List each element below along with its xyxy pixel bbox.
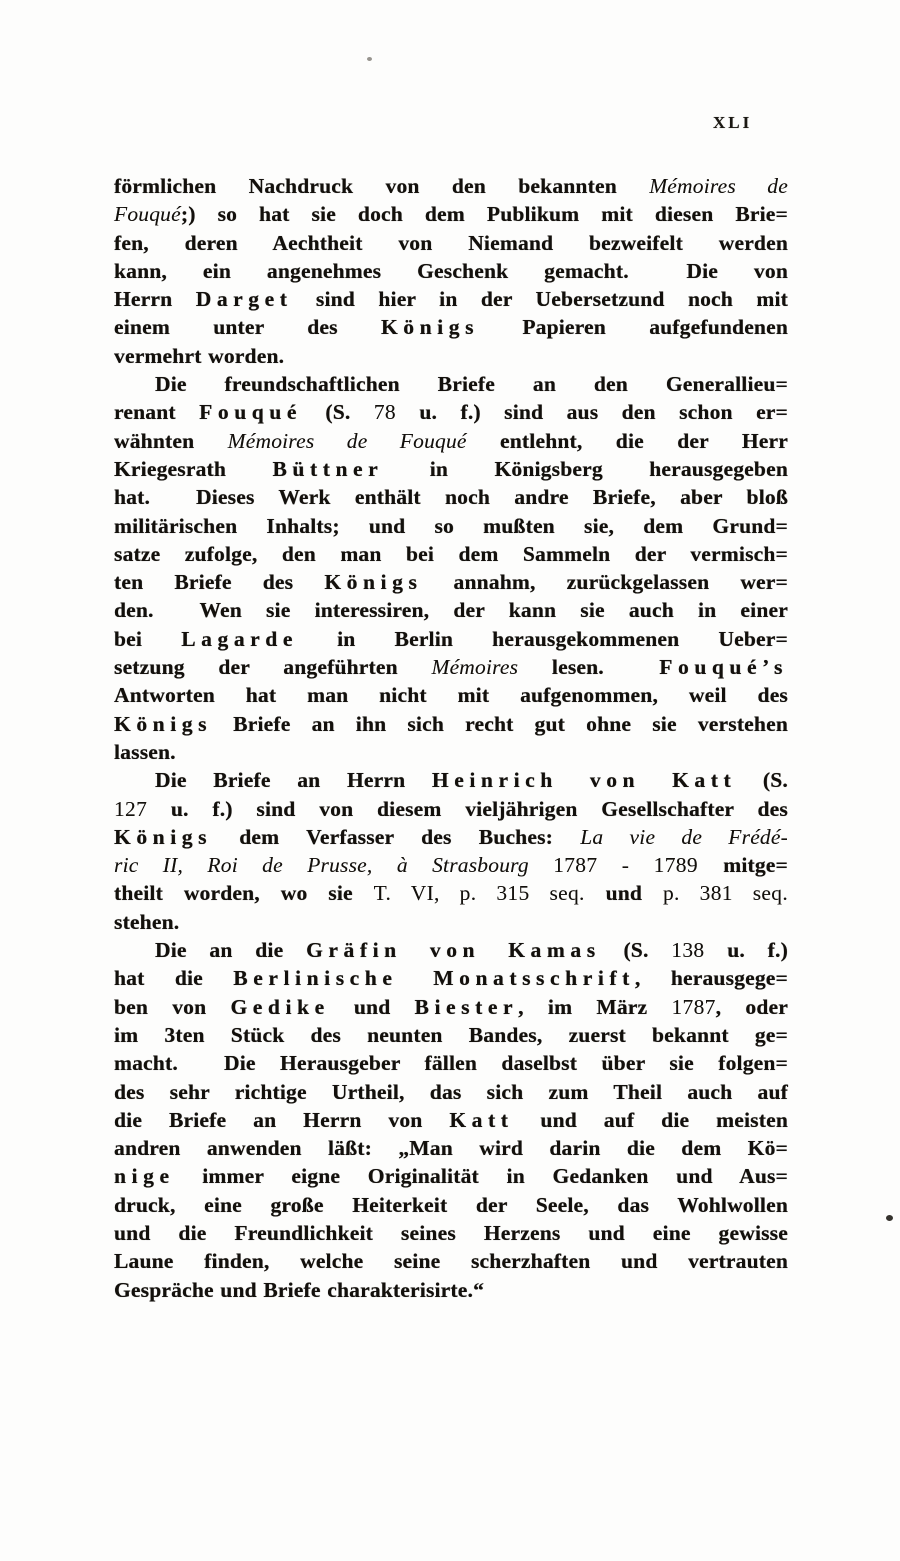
fraktur-text: und: [584, 881, 663, 906]
antiqua-text: p. 381 seq.: [662, 881, 788, 906]
paragraph: [114, 766, 788, 936]
fraktur-text: Fouqué’s: [659, 655, 788, 680]
antiqua-text: 1787 - 1789: [553, 853, 698, 878]
fraktur-text: Gedike: [230, 994, 330, 1019]
fraktur-text: macht. Die Herausgeber fällen daselbst über sie folgen=: [114, 1051, 788, 1076]
fraktur-text: Katt: [449, 1107, 514, 1132]
fraktur-text: Laune finden, welche seine scherzhaften und vertrauten: [114, 1249, 788, 1274]
fraktur-text: und: [329, 994, 415, 1019]
fraktur-text: Heinrich von Katt: [431, 768, 737, 793]
text-line: [114, 823, 788, 851]
fraktur-text: bei: [114, 626, 182, 651]
fraktur-text: annahm, zurückgelassen wer=: [422, 570, 788, 595]
dark-speck: [886, 1215, 893, 1221]
fraktur-text: Königs: [114, 711, 213, 736]
text-line: [114, 1219, 788, 1247]
fraktur-text: Die Briefe an Herrn: [155, 768, 432, 793]
fraktur-text: kann, ein angenehmes Geschenk gemacht. Die von: [114, 258, 788, 283]
fraktur-text: (S.: [600, 938, 672, 963]
fraktur-text: und die Freundlichkeit seines Herzens und eine gewisse: [114, 1220, 788, 1245]
fraktur-text: dem Verfasser des Buches:: [212, 824, 581, 849]
fraktur-text: in Königsberg herausgegeben: [383, 456, 788, 481]
fraktur-text: andren anwenden läßt: „Man wird darin die dem Kö=: [114, 1136, 788, 1161]
fraktur-text: ben von: [114, 994, 231, 1019]
fraktur-text: , im März: [518, 994, 672, 1019]
text-line: [114, 200, 788, 228]
fraktur-text: Königs: [324, 570, 423, 595]
text-line: [114, 681, 788, 709]
fraktur-text: stehen.: [114, 909, 180, 934]
text-line: [114, 1049, 788, 1077]
text-line: [114, 908, 788, 936]
text-line: [114, 738, 788, 766]
page-number: XLI: [713, 113, 753, 132]
fraktur-text: mitge=: [697, 853, 788, 878]
fraktur-text: Berlinische Monatsschrift: [233, 966, 635, 991]
fraktur-text: Die an die: [155, 938, 307, 963]
text-line: [114, 936, 788, 964]
fraktur-text: Büttner: [272, 456, 384, 481]
text-line: [114, 427, 788, 455]
fraktur-text: immer eigne Originalität in Gedanken und Aus=: [174, 1164, 788, 1189]
fraktur-text: den. Wen sie interessiren, der kann sie auch in einer: [114, 598, 788, 623]
antiqua-text: T. VI, p. 315 seq.: [373, 881, 585, 906]
fraktur-text: hat. Dieses Werk enthält noch andre Briefe, aber bloß: [114, 485, 788, 510]
text-line: [114, 879, 788, 907]
text-line: [114, 313, 788, 341]
text-line: [114, 766, 788, 794]
antiqua-text: Fouqué: [114, 202, 181, 227]
text-line: [114, 285, 788, 313]
fraktur-text: u. f.): [704, 938, 788, 963]
antiqua-text: Mémoires: [431, 655, 519, 680]
text-line: [114, 370, 788, 398]
text-line: [114, 795, 788, 823]
text-line: [114, 229, 788, 257]
fraktur-text: ;) so hat sie doch dem Publikum mit diesen Brie=: [180, 202, 788, 227]
text-line: [114, 1021, 788, 1049]
fraktur-text: Papieren aufgefundenen: [479, 315, 788, 340]
text-block: [114, 172, 788, 1304]
fraktur-text: renant: [114, 400, 200, 425]
antiqua-text: 78: [373, 400, 396, 425]
text-line: [114, 540, 788, 568]
text-line: [114, 1191, 788, 1219]
faint-speck: [367, 57, 372, 61]
text-line: [114, 172, 788, 200]
text-line: [114, 964, 788, 992]
text-line: [114, 596, 788, 624]
fraktur-text: setzung der angeführten: [114, 655, 432, 680]
text-line: [114, 1276, 788, 1304]
fraktur-text: förmlichen Nachdruck von den bekannten: [114, 174, 650, 198]
antiqua-text: Mémoires de Fouqué: [227, 428, 467, 453]
fraktur-text: Gespräche und Briefe charakterisirte.“: [114, 1277, 485, 1302]
text-line: [114, 1078, 788, 1106]
fraktur-text: nige: [114, 1164, 175, 1189]
fraktur-text: ten Briefe des: [114, 570, 325, 595]
antiqua-text: 127: [114, 796, 148, 821]
fraktur-text: Fouqué: [199, 400, 302, 425]
fraktur-text: vermehrt worden.: [114, 343, 285, 368]
text-line: [114, 1247, 788, 1275]
fraktur-text: lassen.: [114, 739, 176, 764]
fraktur-text: Kriegesrath: [114, 456, 273, 481]
text-line: [114, 851, 788, 879]
text-line: [114, 512, 788, 540]
fraktur-text: des sehr richtige Urtheil, das sich zum Theil auch auf: [114, 1079, 788, 1104]
antiqua-text: Mémoires de: [649, 174, 788, 198]
antiqua-text: ric II, Roi de Prusse, à Strasbourg: [114, 853, 554, 878]
text-line: [114, 993, 788, 1021]
fraktur-text: Lagarde: [181, 626, 298, 651]
fraktur-text: (S.: [736, 768, 788, 793]
fraktur-text: Königs: [114, 824, 213, 849]
fraktur-text: Briefe an ihn sich recht gut ohne sie verstehen: [212, 711, 788, 736]
fraktur-text: hat die: [114, 966, 234, 991]
text-line: [114, 483, 788, 511]
fraktur-text: in Berlin herausgekommenen Ueber=: [297, 626, 788, 651]
fraktur-text: Die freundschaftlichen Briefe an den Generallieu=: [155, 372, 788, 397]
fraktur-text: sind hier in der Uebersetzund noch mit: [292, 287, 788, 312]
fraktur-text: im 3ten Stück des neunten Bandes, zuerst bekannt ge=: [114, 1022, 788, 1047]
paragraph: [114, 370, 788, 766]
antiqua-text: La vie de Frédé-: [580, 824, 788, 849]
paragraph: [114, 936, 788, 1304]
text-line: [114, 625, 788, 653]
fraktur-text: satze zufolge, den man bei dem Sammeln der vermisch=: [114, 541, 788, 566]
text-line: [114, 398, 788, 426]
text-line: [114, 1134, 788, 1162]
paragraph: [114, 172, 788, 370]
text-line: [114, 653, 788, 681]
fraktur-text: militärischen Inhalts; und so mußten sie, dem Grund=: [114, 513, 788, 538]
fraktur-text: theilt worden, wo sie: [114, 881, 374, 906]
fraktur-text: entlehnt, die der Herr: [466, 428, 788, 453]
fraktur-text: Gräfin von Kamas: [306, 938, 601, 963]
fraktur-text: (S.: [301, 400, 374, 425]
text-line: [114, 342, 788, 370]
fraktur-text: Königs: [380, 315, 480, 340]
fraktur-text: Biester: [414, 994, 519, 1019]
fraktur-text: , oder: [715, 994, 789, 1019]
antiqua-text: 138: [671, 938, 705, 963]
fraktur-text: , herausgege=: [634, 966, 788, 991]
text-line: [114, 710, 788, 738]
fraktur-text: u. f.) sind aus den schon er=: [395, 400, 789, 425]
text-line: [114, 1162, 788, 1190]
antiqua-text: 1787: [671, 994, 716, 1019]
text-line: [114, 568, 788, 596]
fraktur-text: die Briefe an Herrn von: [114, 1107, 450, 1132]
fraktur-text: Herrn: [114, 287, 196, 312]
fraktur-text: wähnten: [114, 428, 228, 453]
text-line: [114, 1106, 788, 1134]
fraktur-text: Darget: [195, 287, 293, 312]
fraktur-text: und auf die meisten: [513, 1107, 788, 1132]
fraktur-text: druck, eine große Heiterkeit der Seele, das Wohlwollen: [114, 1192, 788, 1217]
fraktur-text: u. f.) sind von diesem vieljährigen Gesellschafter des: [147, 796, 788, 821]
text-line: [114, 455, 788, 483]
text-line: [114, 257, 788, 285]
fraktur-text: lesen.: [518, 655, 660, 680]
fraktur-text: Antworten hat man nicht mit aufgenommen, weil des: [114, 683, 788, 708]
fraktur-text: fen, deren Aechtheit von Niemand bezweifelt werden: [114, 230, 788, 255]
fraktur-text: einem unter des: [114, 315, 381, 340]
